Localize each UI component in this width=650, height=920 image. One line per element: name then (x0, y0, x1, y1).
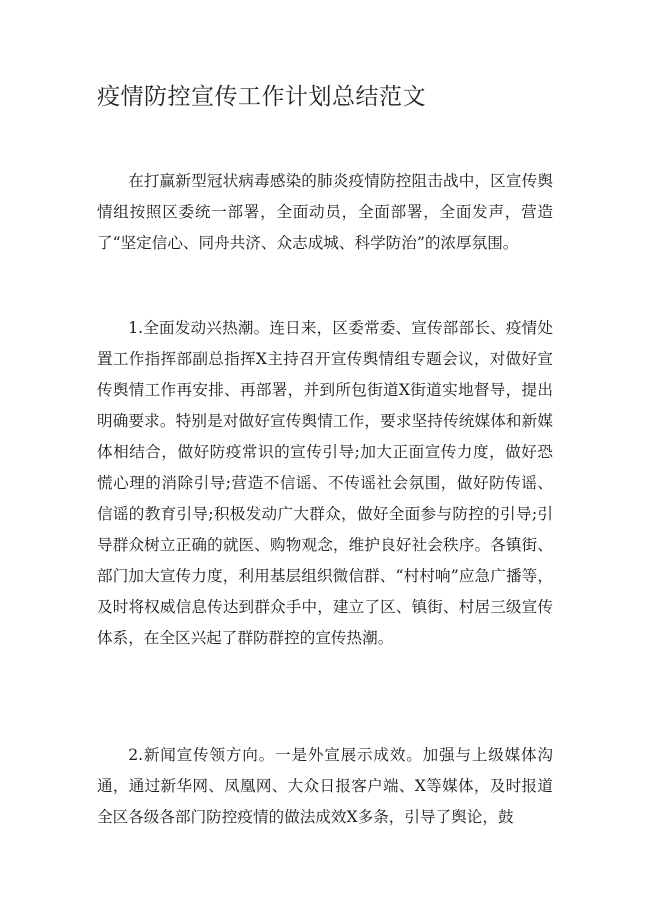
paragraph-section-1: 1.全面发动兴热潮。连日来，区委常委、宣传部部长、疫情处置工作指挥部副总指挥X主持召开宣传舆情组专题会议，对做好宣传舆情工作再安排、再部署，并到所包街道X街道实地督导，提出明确要求。特别是对做好宣传舆情工作，要求坚持传统媒体和新媒体相结合，做好防疫常识的宣传引导;加大正面宣传力度，做好恐慌心理的消除引导;营造不信谣、不传谣社会氛围，做好防传谣、信谣的教育引导;积极发动广大群众，做好全面参与防控的引导;引导群众树立正确的就医、购物观念，维护良好社会秩序。各镇街、部门加大宣传力度，利用基层组织微信群、“村村响”应急广播等，及时将权威信息传达到群众手中，建立了区、镇街、村居三级宣传体系，在全区兴起了群防群控的宣传热潮。 (97, 319, 553, 647)
document-title: 疫情防控宣传工作计划总结范文 (97, 84, 426, 110)
paragraph-intro: 在打赢新型冠状病毒感染的肺炎疫情防控阻击战中，区宣传舆情组按照区委统一部署，全面动员，全面部署，全面发声，营造了“坚定信心、同舟共济、众志成城、科学防治”的浓厚氛围。 (97, 172, 553, 252)
paragraph-section-2: 2.新闻宣传领方向。一是外宣展示成效。加强与上级媒体沟通，通过新华网、凤凰网、大众日报客户端、X等媒体，及时报道全区各级各部门防控疫情的做法成效X多条，引导了舆论，鼓 (97, 746, 553, 826)
